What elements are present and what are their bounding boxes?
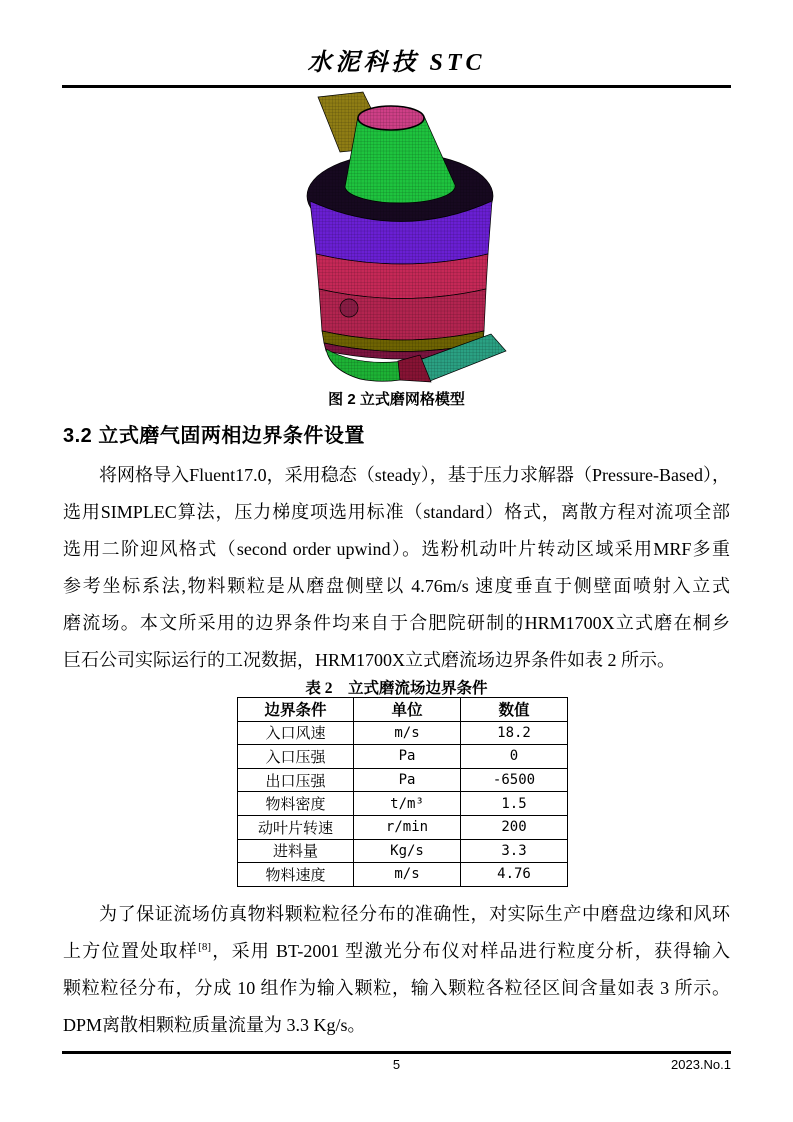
paragraph-boundary-conditions bbox=[63, 457, 730, 679]
table-row bbox=[238, 745, 568, 769]
text-line: 选用二阶迎风格式（second order upwind）。选粉机动叶片转动区域采用MRF多重 bbox=[63, 539, 730, 559]
text-line: 上方位置处取样[8]，采用 BT-2001 型激光分布仪对样品进行粒度分析，获得输入 bbox=[63, 941, 730, 961]
footer-rule bbox=[62, 1051, 731, 1054]
table-cell: 入口压强 bbox=[238, 745, 354, 769]
table-cell: 4.76 bbox=[461, 863, 568, 887]
table-cell: -6500 bbox=[461, 768, 568, 792]
table-cell: m/s bbox=[354, 721, 461, 745]
table-header-cell: 边界条件 bbox=[238, 698, 354, 722]
table-cell: 0 bbox=[461, 745, 568, 769]
table-cell: 出口压强 bbox=[238, 768, 354, 792]
table-cell: 200 bbox=[461, 815, 568, 839]
text-line: 颗粒粒径分布，分成 10 组作为输入颗粒，输入颗粒各粒径区间含量如表 3 所示。 bbox=[63, 978, 730, 998]
journal-title: 水泥科技 STC bbox=[307, 50, 486, 76]
mesh-model-figure bbox=[300, 90, 512, 390]
table-cell: 动叶片转速 bbox=[238, 815, 354, 839]
table-row bbox=[238, 839, 568, 863]
table-row bbox=[238, 815, 568, 839]
table-cell: 进料量 bbox=[238, 839, 354, 863]
text-line: DPM离散相颗粒质量流量为 3.3 Kg/s。 bbox=[63, 1015, 366, 1035]
paragraph-particle-sampling bbox=[63, 896, 730, 1044]
table-cell: 18.2 bbox=[461, 721, 568, 745]
boundary-conditions-table bbox=[237, 697, 568, 887]
table-row bbox=[238, 792, 568, 816]
table-cell: r/min bbox=[354, 815, 461, 839]
figure-caption: 图 2 立式磨网格模型 bbox=[328, 391, 465, 408]
table-header-cell: 数值 bbox=[461, 698, 568, 722]
table-cell: Kg/s bbox=[354, 839, 461, 863]
section-heading: 3.2 立式磨气固两相边界条件设置 bbox=[63, 425, 365, 447]
text-line: 为了保证流场仿真物料颗粒粒径分布的准确性，对实际生产中磨盘边缘和风环 bbox=[99, 904, 730, 924]
text-line: 参考坐标系法,物料颗粒是从磨盘侧壁以 4.76m/s 速度垂直于侧壁面喷射入立式 bbox=[63, 576, 730, 596]
table-cell: Pa bbox=[354, 745, 461, 769]
vertical-mill-mesh-model bbox=[300, 90, 512, 390]
table-cell: t/m³ bbox=[354, 792, 461, 816]
table-cell: 物料密度 bbox=[238, 792, 354, 816]
table-row bbox=[238, 768, 568, 792]
text-line: 磨流场。本文所采用的边界条件均来自于合肥院研制的HRM1700X立式磨在桐乡 bbox=[63, 613, 730, 633]
table-cell: 3.3 bbox=[461, 839, 568, 863]
table-cell: 入口风速 bbox=[238, 721, 354, 745]
table-cell: 1.5 bbox=[461, 792, 568, 816]
citation-superscript: [8] bbox=[198, 941, 211, 953]
table-cell: m/s bbox=[354, 863, 461, 887]
table-header-cell: 单位 bbox=[354, 698, 461, 722]
text-line: 将网格导入Fluent17.0，采用稳态（steady），基于压力求解器（Pressure-Based）， bbox=[99, 465, 730, 485]
page-number: 5 bbox=[392, 1057, 401, 1072]
table-row bbox=[238, 863, 568, 887]
table-caption: 表 2 立式磨流场边界条件 bbox=[305, 680, 488, 697]
issue-label: 2023.No.1 bbox=[671, 1057, 731, 1072]
header-rule bbox=[62, 85, 731, 88]
table-cell: Pa bbox=[354, 768, 461, 792]
table-row bbox=[238, 721, 568, 745]
text-line: 选用SIMPLEC算法，压力梯度项选用标准（standard）格式，离散方程对流项全部 bbox=[63, 502, 730, 522]
text-line: 巨石公司实际运行的工况数据，HRM1700X立式磨流场边界条件如表 2 所示。 bbox=[63, 650, 676, 670]
mesh-texture bbox=[300, 90, 512, 390]
table-header-row bbox=[238, 698, 568, 722]
table-cell: 物料速度 bbox=[238, 863, 354, 887]
